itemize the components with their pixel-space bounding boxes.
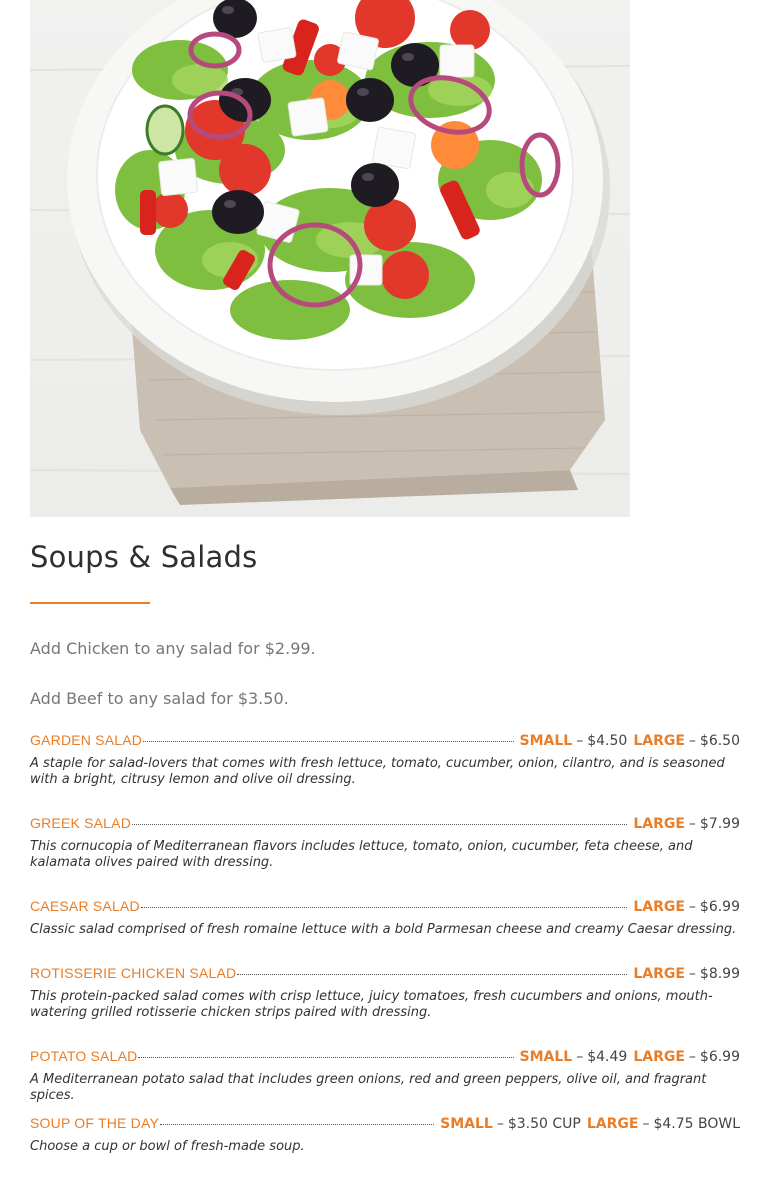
menu-item-greek-salad <box>30 815 740 871</box>
item-name: SOUP OF THE DAY <box>30 1115 160 1131</box>
item-description: Choose a cup or bowl of fresh-made soup. <box>30 1139 305 1154</box>
large-price: $8.99 <box>699 966 740 982</box>
dotted-leader <box>132 824 627 825</box>
salad-hero-image <box>30 0 630 517</box>
large-price: $4.75 BOWL <box>653 1116 740 1132</box>
small-price: $4.49 <box>587 1049 628 1065</box>
small-price: $4.50 <box>587 733 628 749</box>
addon-beef-note: Add Beef to any salad for $3.50. <box>30 689 289 708</box>
item-description: Classic salad comprised of fresh romaine lettuce with a bold Parmesan cheese and creamy Caesar dressing. <box>30 922 737 937</box>
item-name: GREEK SALAD <box>30 815 132 831</box>
item-prices: LARGE – $6.99 <box>633 899 740 915</box>
item-description: A staple for salad-lovers that comes with fresh lettuce, tomato, cucumber, onion, cilantro, and is seasoned with a bright, citrusy lemon and olive oil dressing. <box>30 756 725 787</box>
item-prices: SMALL – $4.49 LARGE – $6.99 <box>519 1049 740 1065</box>
size-large-label: LARGE <box>633 1049 685 1065</box>
size-large-label: LARGE <box>633 899 685 915</box>
dotted-leader <box>138 1057 513 1058</box>
dotted-leader <box>141 907 628 908</box>
size-small-label: SMALL <box>519 1049 573 1065</box>
item-prices: SMALL – $4.50 LARGE – $6.50 <box>519 733 740 749</box>
large-price: $6.50 <box>699 733 740 749</box>
menu-item-potato-salad <box>30 1048 740 1104</box>
addon-chicken-note: Add Chicken to any salad for $2.99. <box>30 639 316 658</box>
item-name: POTATO SALAD <box>30 1048 138 1064</box>
item-name: GARDEN SALAD <box>30 732 143 748</box>
item-description: This cornucopia of Mediterranean flavors includes lettuce, tomato, onion, cucumber, feta cheese, and kalamata olives paired with dressing. <box>30 839 693 870</box>
menu-item-caesar-salad <box>30 898 740 938</box>
size-large-label: LARGE <box>633 816 685 832</box>
large-price: $6.99 <box>699 1049 740 1065</box>
item-name: ROTISSERIE CHICKEN SALAD <box>30 965 237 981</box>
item-name: CAESAR SALAD <box>30 898 140 914</box>
large-price: $6.99 <box>699 899 740 915</box>
dotted-leader <box>237 974 627 975</box>
title-underline <box>30 602 150 604</box>
item-description: This protein-packed salad comes with crisp lettuce, juicy tomatoes, fresh cucumbers and onions, mouth-watering grilled rotisserie chicken strips paired with dressing. <box>30 989 713 1020</box>
page-title: Soups & Salads <box>30 540 258 574</box>
dotted-leader <box>160 1124 434 1125</box>
size-small-label: SMALL <box>440 1116 493 1132</box>
size-small-label: SMALL <box>519 733 573 749</box>
item-prices: LARGE – $8.99 <box>633 966 740 982</box>
small-price: $3.50 CUP <box>507 1116 581 1132</box>
dotted-leader <box>143 741 513 742</box>
menu-item-garden-salad <box>30 732 740 788</box>
item-prices: LARGE – $7.99 <box>633 816 740 832</box>
large-price: $7.99 <box>699 816 740 832</box>
item-prices: SMALL – $3.50 CUP LARGE – $4.75 BOWL <box>440 1116 740 1132</box>
size-large-label: LARGE <box>586 1116 639 1132</box>
size-large-label: LARGE <box>633 966 685 982</box>
size-large-label: LARGE <box>633 733 685 749</box>
menu-item-soup-of-the-day <box>30 1115 740 1155</box>
item-description: A Mediterranean potato salad that includes green onions, red and green peppers, olive oil, and fragrant spices. <box>30 1072 707 1103</box>
menu-item-rotisserie-chicken-salad <box>30 965 740 1021</box>
